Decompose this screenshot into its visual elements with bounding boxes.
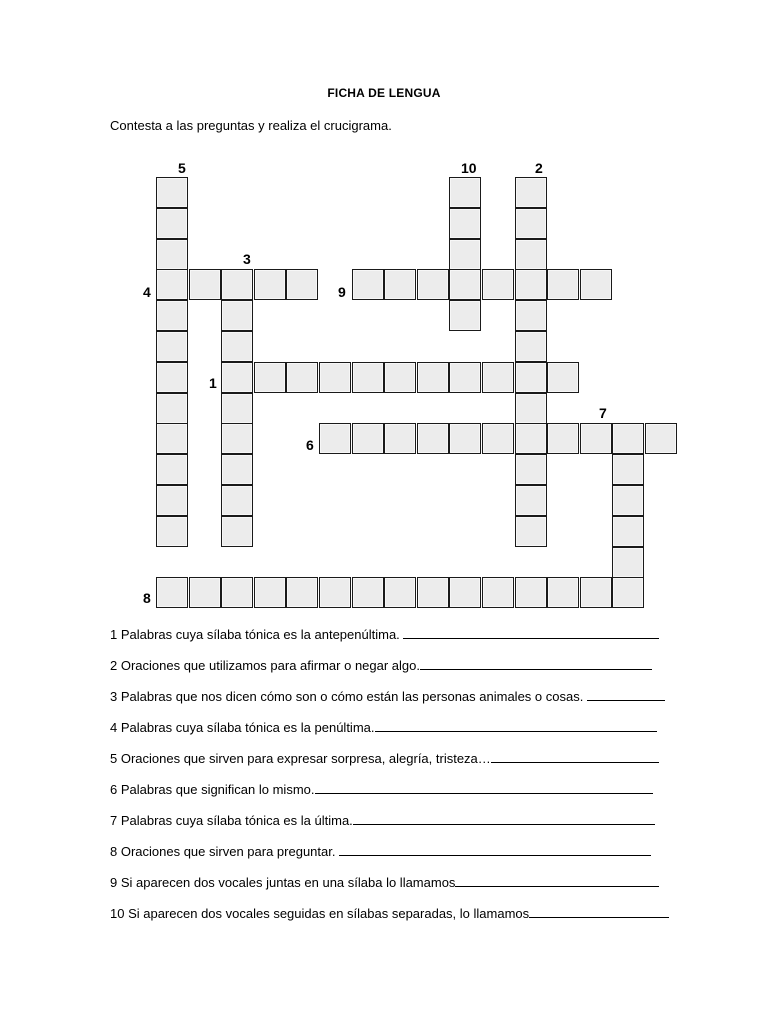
crossword-cell: [221, 269, 253, 300]
crossword-cell: [189, 577, 221, 608]
crossword-cell: [482, 269, 514, 300]
crossword-cell: [515, 331, 547, 362]
clue-number-8: 8: [143, 590, 151, 606]
crossword-cell: [352, 423, 384, 454]
crossword-cell: [352, 362, 384, 393]
clue-3: 3 Palabras que nos dicen cómo son o cómo están las personas animales o cosas.: [110, 688, 665, 704]
crossword-cell: [515, 239, 547, 270]
crossword-cell: [547, 577, 579, 608]
crossword-cell: [156, 300, 188, 331]
crossword-cell: [449, 423, 481, 454]
crossword-cell: [515, 393, 547, 424]
crossword-cell: [612, 516, 644, 547]
clue-number-10: 10: [461, 160, 477, 176]
crossword-cell: [580, 269, 612, 300]
clue-number-9: 9: [338, 284, 346, 300]
crossword-cell: [189, 269, 221, 300]
crossword-cell: [482, 577, 514, 608]
clue-number-1: 1: [209, 375, 217, 391]
clue-number-4: 4: [143, 284, 151, 300]
crossword-cell: [580, 577, 612, 608]
instructions: Contesta a las preguntas y realiza el crucigrama.: [110, 118, 392, 133]
crossword-cell: [515, 485, 547, 516]
crossword-cell: [547, 362, 579, 393]
crossword-cell: [417, 269, 449, 300]
crossword-cell: [156, 393, 188, 424]
crossword-cell: [515, 423, 547, 454]
crossword-cell: [156, 362, 188, 393]
crossword-cell: [319, 362, 351, 393]
crossword-cell: [156, 331, 188, 362]
crossword-cell: [221, 331, 253, 362]
crossword-cell: [449, 208, 481, 239]
crossword-cell: [319, 577, 351, 608]
crossword-cell: [449, 577, 481, 608]
clue-8: 8 Oraciones que sirven para preguntar.: [110, 843, 651, 859]
crossword-cell: [286, 362, 318, 393]
crossword-cell: [580, 423, 612, 454]
clue-4: 4 Palabras cuya sílaba tónica es la penúltima.: [110, 719, 657, 735]
crossword-cell: [156, 577, 188, 608]
crossword-cell: [384, 423, 416, 454]
crossword-cell: [221, 516, 253, 547]
crossword-cell: [221, 362, 253, 393]
crossword-cell: [254, 577, 286, 608]
crossword-cell: [515, 177, 547, 208]
crossword-cell: [449, 239, 481, 270]
crossword-cell: [612, 547, 644, 578]
crossword-cell: [449, 177, 481, 208]
clue-6: 6 Palabras que significan lo mismo.: [110, 781, 653, 797]
crossword-cell: [417, 577, 449, 608]
crossword-cell: [156, 423, 188, 454]
crossword-cell: [515, 362, 547, 393]
crossword-cell: [156, 177, 188, 208]
crossword-cell: [156, 485, 188, 516]
clue-2: 2 Oraciones que utilizamos para afirmar o negar algo.: [110, 657, 652, 673]
crossword-cell: [221, 393, 253, 424]
crossword-cell: [319, 423, 351, 454]
crossword-cell: [352, 269, 384, 300]
crossword-cell: [221, 485, 253, 516]
crossword-cell: [515, 454, 547, 485]
crossword-cell: [221, 300, 253, 331]
crossword-cell: [482, 423, 514, 454]
crossword-cell: [221, 423, 253, 454]
clue-number-2: 2: [535, 160, 543, 176]
crossword-cell: [515, 269, 547, 300]
crossword-cell: [221, 577, 253, 608]
crossword-cell: [156, 516, 188, 547]
clue-7: 7 Palabras cuya sílaba tónica es la última.: [110, 812, 655, 828]
crossword-cell: [221, 454, 253, 485]
crossword-cell: [449, 362, 481, 393]
clue-number-6: 6: [306, 437, 314, 453]
crossword-cell: [384, 362, 416, 393]
crossword-cell: [156, 269, 188, 300]
crossword-cell: [384, 577, 416, 608]
crossword-cell: [449, 300, 481, 331]
crossword-cell: [612, 454, 644, 485]
crossword-cell: [515, 208, 547, 239]
crossword-cell: [254, 269, 286, 300]
crossword-cell: [547, 269, 579, 300]
crossword-cell: [547, 423, 579, 454]
crossword-cell: [645, 423, 677, 454]
clue-1: 1 Palabras cuya sílaba tónica es la antepenúltima.: [110, 626, 659, 642]
clue-number-7: 7: [599, 405, 607, 421]
worksheet-title: FICHA DE LENGUA: [327, 86, 441, 100]
crossword-cell: [612, 423, 644, 454]
crossword-cell: [286, 577, 318, 608]
crossword-cell: [156, 239, 188, 270]
crossword-cell: [156, 454, 188, 485]
crossword-cell: [612, 577, 644, 608]
crossword-cell: [515, 300, 547, 331]
crossword-cell: [482, 362, 514, 393]
crossword-cell: [384, 269, 416, 300]
crossword-cell: [254, 362, 286, 393]
clue-number-5: 5: [178, 160, 186, 176]
clue-10: 10 Si aparecen dos vocales seguidas en sílabas separadas, lo llamamos: [110, 905, 669, 921]
crossword-cell: [156, 208, 188, 239]
crossword-cell: [417, 423, 449, 454]
crossword-cell: [352, 577, 384, 608]
clue-9: 9 Si aparecen dos vocales juntas en una sílaba lo llamamos: [110, 874, 659, 890]
crossword-cell: [515, 577, 547, 608]
crossword-cell: [417, 362, 449, 393]
clue-5: 5 Oraciones que sirven para expresar sorpresa, alegría, tristeza…: [110, 750, 659, 766]
crossword-cell: [515, 516, 547, 547]
crossword-cell: [612, 485, 644, 516]
crossword-cell: [449, 269, 481, 300]
crossword-cell: [286, 269, 318, 300]
clue-number-3: 3: [243, 251, 251, 267]
